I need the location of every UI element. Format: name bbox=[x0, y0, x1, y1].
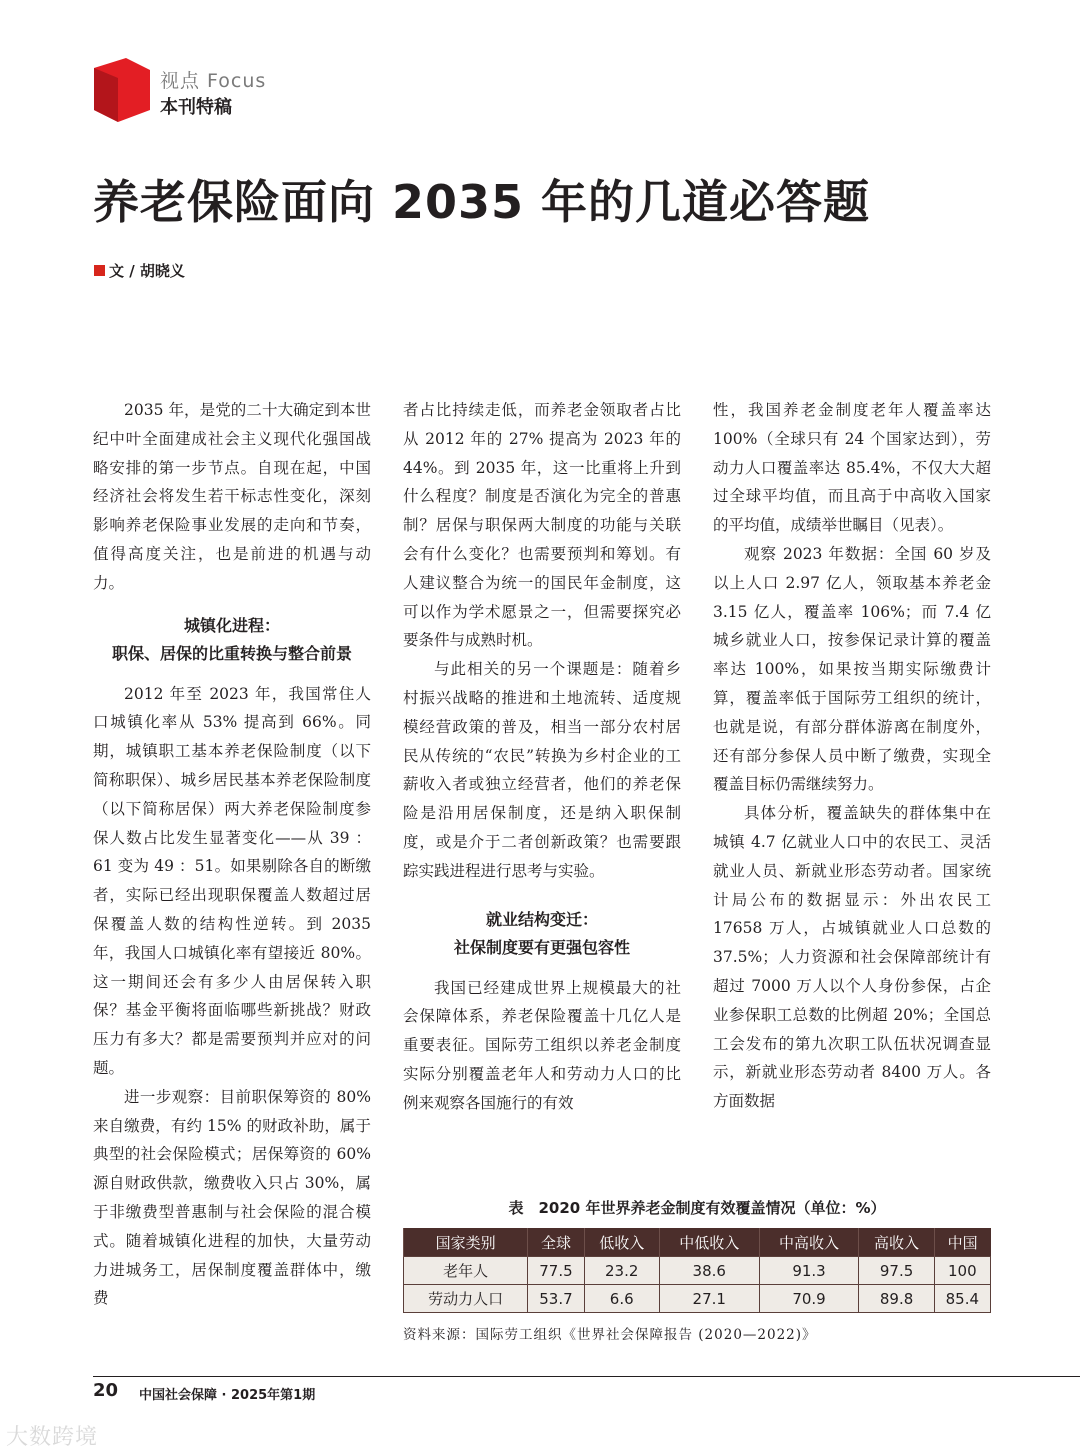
table-cell: 70.9 bbox=[759, 1285, 859, 1313]
paragraph: 性，我国养老金制度老年人覆盖率达 100%（全球只有 24 个国家达到），劳动力人口覆盖率达 85.4%，不仅大大超过全球平均值，而且高于中高收入国家的平均值，成绩举世瞩目（见表）。 bbox=[713, 401, 991, 535]
table-cell: 劳动力人口 bbox=[404, 1285, 528, 1313]
table-cell: 6.6 bbox=[584, 1285, 659, 1313]
table-header-cell: 中低收入 bbox=[659, 1228, 759, 1257]
paragraph: 2035 年，是党的二十大确定到本世纪中叶全面建成社会主义现代化强国战略安排的第一步节点。自现在起，中国经济社会将发生若干标志性变化，深刻影响养老保险事业发展的走向和节奏，值得高度关注，也是前进的机遇与动力。 bbox=[93, 401, 371, 592]
table-cell: 53.7 bbox=[528, 1285, 584, 1313]
paragraph: 我国已经建成世界上规模最大的社会保障体系，养老保险覆盖十几亿人是重要表征。国际劳工组织以养老金制度实际分别覆盖老年人和劳动力人口的比例来观察各国施行的有效 bbox=[403, 978, 681, 1112]
watermark: 大数跨境 bbox=[6, 1425, 99, 1450]
page-number: 20 bbox=[93, 1380, 119, 1401]
article-column-1 bbox=[93, 396, 371, 1313]
section-heading-line: 社保制度要有更强包容性 bbox=[453, 937, 630, 957]
table-row bbox=[404, 1257, 991, 1285]
paragraph: 观察 2023 年数据：全国 60 岁及以上人口 2.97 亿人，领取基本养老金 3.15 亿人，覆盖率 106%；而 7.4 亿城乡就业人口，按参保记录计算的覆盖率达 100%，如果按当期实际缴费计算，覆盖率低于国际劳工组织的统计，也就是说，有部分群体游离在制度外，还有部分参保人员中断了缴费，实现全覆盖目标仍需继续努力。 bbox=[713, 544, 991, 794]
table-cell: 老年人 bbox=[404, 1257, 528, 1285]
table-row bbox=[404, 1285, 991, 1313]
section-heading-line: 就业结构变迁： bbox=[485, 909, 598, 929]
article-column-3 bbox=[713, 396, 991, 1116]
table-header-cell: 中国 bbox=[934, 1228, 990, 1257]
table-cell: 77.5 bbox=[528, 1257, 584, 1285]
table-source: 资料来源：国际劳工组织《世界社会保障报告 (2020—2022)》 bbox=[403, 1327, 817, 1343]
section-heading-employment bbox=[403, 906, 681, 962]
table-header-cell: 低收入 bbox=[584, 1228, 659, 1257]
article-title: 养老保险面向 2035 年的几道必答题 bbox=[93, 175, 871, 229]
journal-name: 中国社会保障 · 2025年第1期 bbox=[139, 1388, 316, 1403]
table-cell: 27.1 bbox=[659, 1285, 759, 1313]
section-label-cn: 本刊特稿 bbox=[160, 97, 232, 118]
paragraph: 2012 年至 2023 年，我国常住人口城镇化率从 53% 提高到 66%。同期，城镇职工基本养老保险制度（以下简称职保）、城乡居民基本养老保险制度（以下简称居保）两大养老保险制度参保人数占比发生显著变化——从 39 ：61 变为 49 ：51。如果剔除各自的断缴者，实际已经出现职保覆盖人数超过居保覆盖人数的结构性逆转。到 2035 年，我国人口城镇化率有望接近 80%。这一期间还会有多少人由居保转入职保？基金平衡将面临哪些新挑战？财政压力有多大？都是需要预判并应对的问题。 bbox=[93, 684, 371, 1077]
footer-rule bbox=[93, 1376, 1080, 1377]
table-header-cell: 高收入 bbox=[859, 1228, 934, 1257]
table-header-cell: 中高收入 bbox=[759, 1228, 859, 1257]
paragraph: 者占比持续走低，而养老金领取者占比从 2012 年的 27% 提高为 2023 年的 44%。到 2035 年，这一比重将上升到什么程度？制度是否演化为完全的普惠制？居保与职保两大制度的功能与关联会有什么变化？也需要预判和筹划。有人建议整合为统一的国民年金制度，这可以作为学术愿景之一，但需要探究必要条件与成熟时机。 bbox=[403, 401, 681, 650]
table-cell: 100 bbox=[934, 1257, 990, 1285]
table-header-row bbox=[404, 1228, 991, 1257]
paragraph: 进一步观察：目前职保筹资的 80% 来自缴费，有约 15% 的财政补助，属于典型的社会保险模式；居保筹资的 60% 源自财政供款，缴费收入只占 30%，属于非缴费型普惠制与社会保险的混合模式。随着城镇化进程的加快，大量劳动力进城务工，居保制度覆盖群体中，缴费 bbox=[93, 1087, 371, 1308]
byline-text: 文 / 胡晓义 bbox=[109, 262, 185, 280]
section-label-en: 视点 Focus bbox=[160, 70, 267, 92]
table-header-cell: 全球 bbox=[528, 1228, 584, 1257]
table-cell: 97.5 bbox=[859, 1257, 934, 1285]
byline bbox=[94, 260, 185, 281]
coverage-table bbox=[403, 1228, 991, 1313]
table-cell: 38.6 bbox=[659, 1257, 759, 1285]
table-cell: 89.8 bbox=[859, 1285, 934, 1313]
section-heading-line: 城镇化进程： bbox=[183, 615, 280, 635]
table-header-cell: 国家类别 bbox=[404, 1228, 528, 1257]
table-cell: 23.2 bbox=[584, 1257, 659, 1285]
article-column-2 bbox=[403, 396, 681, 1118]
paragraph: 与此相关的另一个课题是：随着乡村振兴战略的推进和土地流转、适度规模经营政策的普及，相当一部分农村居民从传统的“农民”转换为乡村企业的工薪收入者或独立经营者，他们的养老保险是沿用居保制度，还是纳入职保制度，或是介于二者创新政策？也需要跟踪实践进程进行思考与实验。 bbox=[403, 660, 681, 880]
byline-square-marker bbox=[94, 265, 105, 276]
section-heading-line: 职保、居保的比重转换与整合前景 bbox=[111, 643, 352, 663]
section-heading-urbanization bbox=[93, 612, 371, 668]
journal-logo bbox=[94, 58, 150, 122]
paragraph: 具体分析，覆盖缺失的群体集中在城镇 4.7 亿就业人口中的农民工、灵活就业人员、新就业形态劳动者。国家统计局公布的数据显示：外出农民工 17658 万人，占城镇就业人口总数的 37.5%；人力资源和社会保障部统计有超过 7000 万人以个人身份参保，占企业参保职工总数的比例超 20%；全国总工会发布的第九次职工队伍状况调查显示，新就业形态劳动者 8400 万人。各方面数据 bbox=[713, 804, 991, 1111]
table-caption: 表 2020 年世界养老金制度有效覆盖情况（单位：%） bbox=[508, 1199, 886, 1217]
table-cell: 85.4 bbox=[934, 1285, 990, 1313]
table-cell: 91.3 bbox=[759, 1257, 859, 1285]
